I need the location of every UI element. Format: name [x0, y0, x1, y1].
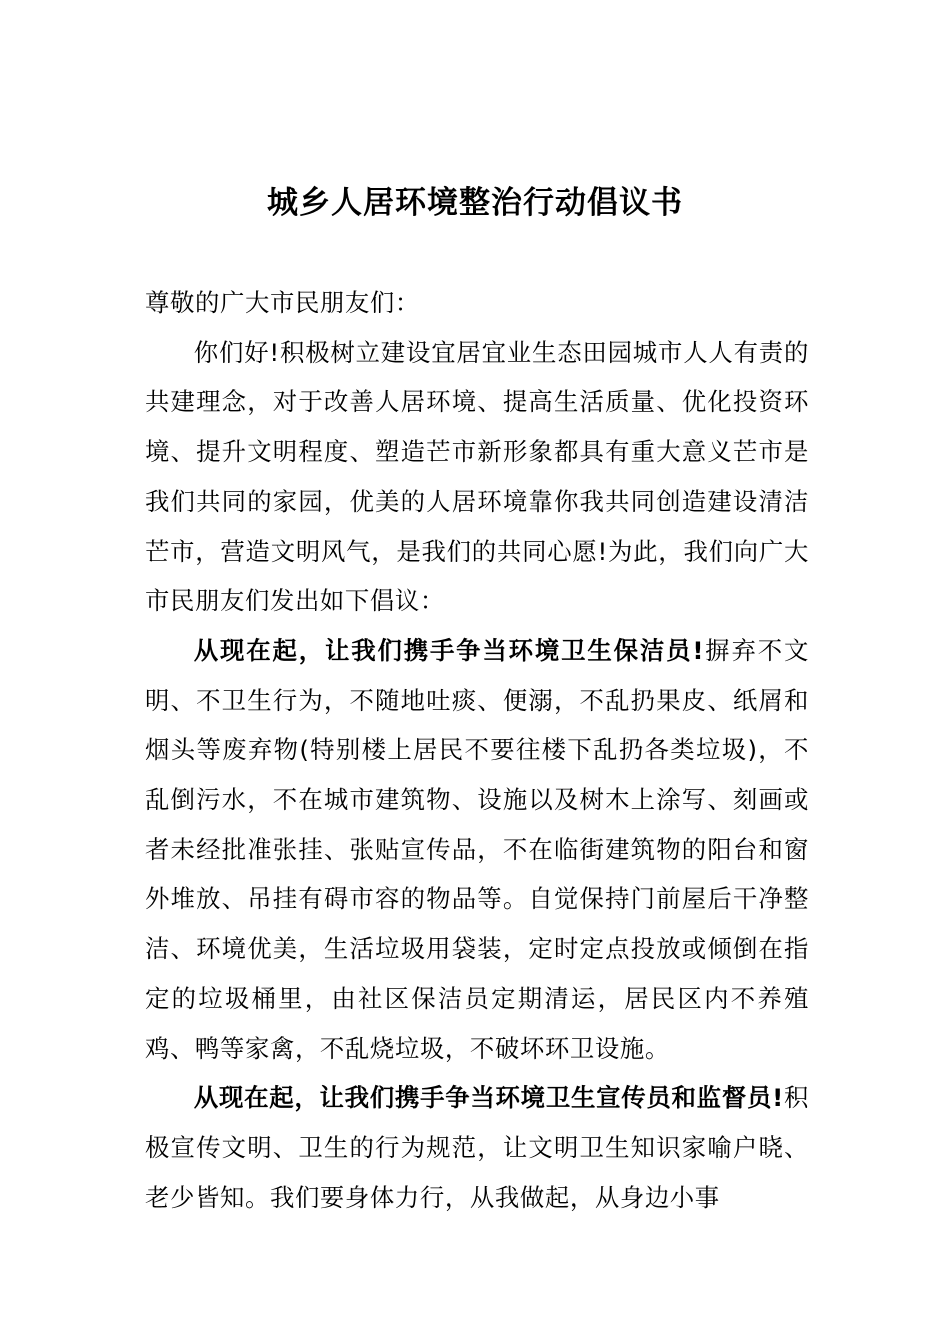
salutation: 尊敬的广大市民朋友们： [145, 288, 420, 317]
paragraph-supervisor [145, 1073, 809, 1222]
paragraph-greeting [145, 328, 809, 626]
paragraph-text: 摒弃不文明、不卫生行为，不随地吐痰、便溺，不乱扔果皮、纸屑和烟头等废弃物(特别楼上居民不要往楼下乱扔各类垃圾)，不乱倒污水，不在城市建筑物、设施以及树木上涂写、刻画或者未经批准张挂、张贴宣传品，不在临街建筑物的阳台和窗外堆放、吊挂有碍市容的物品等。自觉保持门前屋后干净整洁、环境优美，生活垃圾用袋装，定时定点投放或倾倒在指定的垃圾桶里，由社区保洁员定期清运，居民区内不养殖鸡、鸭等家禽，不乱烧垃圾，不破坏环卫设施。 [145, 635, 809, 1063]
paragraph-lead: 从现在起，让我们携手争当环境卫生保洁员! [193, 635, 705, 665]
paragraph-text: 积极宣传文明、卫生的行为规范，让文明卫生知识家喻户晓、老少皆知。我们要身体力行，从我做起，从身边小事 [145, 1083, 809, 1212]
document-body [145, 278, 809, 1222]
paragraph-lead: 从现在起，让我们携手争当环境卫生宣传员和监督员! [193, 1083, 784, 1113]
paragraph-cleaner [145, 626, 809, 1073]
document-title: 城乡人居环境整治行动倡议书 [267, 185, 683, 221]
paragraph-text: 你们好!积极树立建设宜居宜业生态田园城市人人有责的共建理念，对于改善人居环境、提高生活质量、优化投资环境、提升文明程度、塑造芒市新形象都具有重大意义芒市是我们共同的家园，优美的人居环境靠你我共同创造建设清洁芒市，营造文明风气，是我们的共同心愿!为此，我们向广大市民朋友们发出如下倡议： [145, 337, 809, 616]
